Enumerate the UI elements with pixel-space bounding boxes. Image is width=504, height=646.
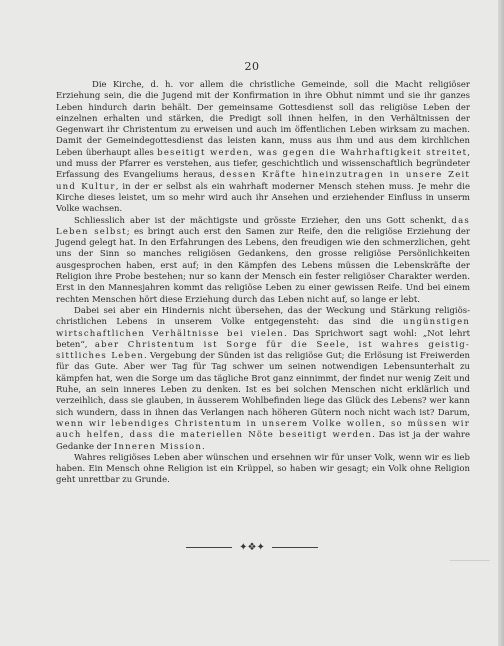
text-run: .: [202, 441, 205, 452]
text-run: , und muss der Pfarrer es verstehen, aus tiefer, geschichtlich und wissenschaftlich begründeter Erfassung des Evangeliums heraus,: [56, 147, 470, 181]
ornamental-divider: [0, 542, 504, 553]
text-run: . Vergebung der Sünden ist das religiöse Gut; die Erlösung ist Freiwerden für das Gute. Aber wer Tag für Tag schwer um seinen notwendigen Lebensunterhalt zu kämpfen hat, wen die Sorge um das tägliche Brot ganz einnimmt, der findet nur wenig Zeit und Ruhe, an sein inneres Leben zu denken. Ist es bei solchen Menschen nicht erklärlich und verzeihlich, dass sie glauben, in äusserem Wohlbefinden liege das Glück des Lebens? wer kann sich wundern, dass in ihnen das Verlangen nach höheren Gütern noch nicht wach ist? Darum,: [56, 351, 471, 418]
paragraph: [56, 80, 470, 216]
emphasized-text: aber Christentum ist Sorge für die Seele, ist wahres geistig-sittliches Leben: [56, 339, 470, 362]
emphasized-text: ungünstigen wirtschaftlichen Verhältnisse bei vielen: [56, 317, 470, 339]
emphasized-text: wenn wir lebendiges Christentum in unserem Volke wollen, so müssen wir auch helfen, dass die materiellen Nöte beseitigt werden: [56, 418, 470, 441]
paper-mark: [450, 560, 490, 585]
text-run: . Das Sprichwort sagt wohl: „Not lehrt beten“,: [56, 328, 470, 350]
paragraph: [56, 306, 470, 453]
page-number: 20: [244, 60, 260, 73]
text-run: Wahres religiöses Leben aber wünschen und ersehnen wir für unser Volk, wenn wir es lieb haben. Ein Mensch ohne Religion ist ein Krüppel, so haben wir gesagt; ein Volk ohne Religion geht unrettbar zu Grunde.: [56, 452, 470, 486]
emphasized-text: das Leben selbst: [56, 215, 470, 237]
emphasized-text: dessen Kräfte hineinzutragen in unsere Zeit und Kultur: [56, 170, 471, 192]
text-run: Dabei sei aber ein Hindernis nicht übersehen, das der Weckung und Stärkung religiös-christlichen Lebens in unserem Volke entgegensteht: das sind die: [56, 305, 470, 328]
page-edge-shadow: [498, 0, 504, 646]
divider-rule-right: [272, 547, 318, 548]
emphasized-text: beseitigt werden, was gegen die Wahrhaftigkeit streitet: [157, 147, 468, 158]
ornament-icon: ✦❖✦: [239, 542, 265, 553]
text-run: Die Kirche, d. h. vor allem die christliche Gemeinde, soll die Macht religiöser Erziehung sein, die die Jugend mit der Konfirmation in ihre Obhut nimmt und sie ihr ganzes Leben hindurch darin behält. Der gemeinsame Gottesdienst soll das religiöse Leben der einzelnen erhalten und stärken, die Predigt soll ihnen helfen, in den Verhältnissen der Gegenwart ihr Christentum zu erweisen und auch im öffentlichen Leben wirksam zu machen. Damit der Gemeindegottesdienst das leisten kann, muss aus ihm und aus dem kirchlichen Leben überhaupt alles: [56, 80, 470, 158]
divider-rule-left: [186, 547, 232, 548]
emphasized-text: Inneren Mission: [113, 441, 203, 452]
text-run: . Das ist ja der wahre Gedanke der: [56, 430, 471, 452]
text-run: ; es bringt auch erst den Samen zur Reife, den die religiöse Erziehung der Jugend gelegt hat. In den Erfahrungen des Lebens, den freudigen wie den schmerzlichen, geht uns der Sinn so manches religiösen Gedankens, den grosse religiöse Persönlichkeiten ausgesprochen haben, erst auf; in den Kämpfen des Lebens müssen die Lebenskräfte der Religion ihre Probe bestehen; nur so kann der Mensch ein fester religiöser Charakter werden. Erst in den Mannesjahren kommt das religiöse Leben zu einer gewissen Reife. Und bei einem rechten Menschen hört diese Erziehung durch das Leben nicht auf, so lange er lebt.: [56, 226, 470, 305]
paragraph: [56, 216, 470, 306]
text-run: , in der er selbst als ein wahrhaft moderner Mensch stehen muss. Je mehr die Kirche dieses leistet, um so mehr wird auch ihr Ansehen und erziehender Einfluss in unserm Volke wachsen.: [56, 181, 470, 215]
text-run: Schliesslich aber ist der mächtigste und grösste Erzieher, den uns Gott schenkt,: [74, 215, 452, 226]
paragraph: [56, 453, 470, 487]
body-text: [56, 80, 470, 487]
